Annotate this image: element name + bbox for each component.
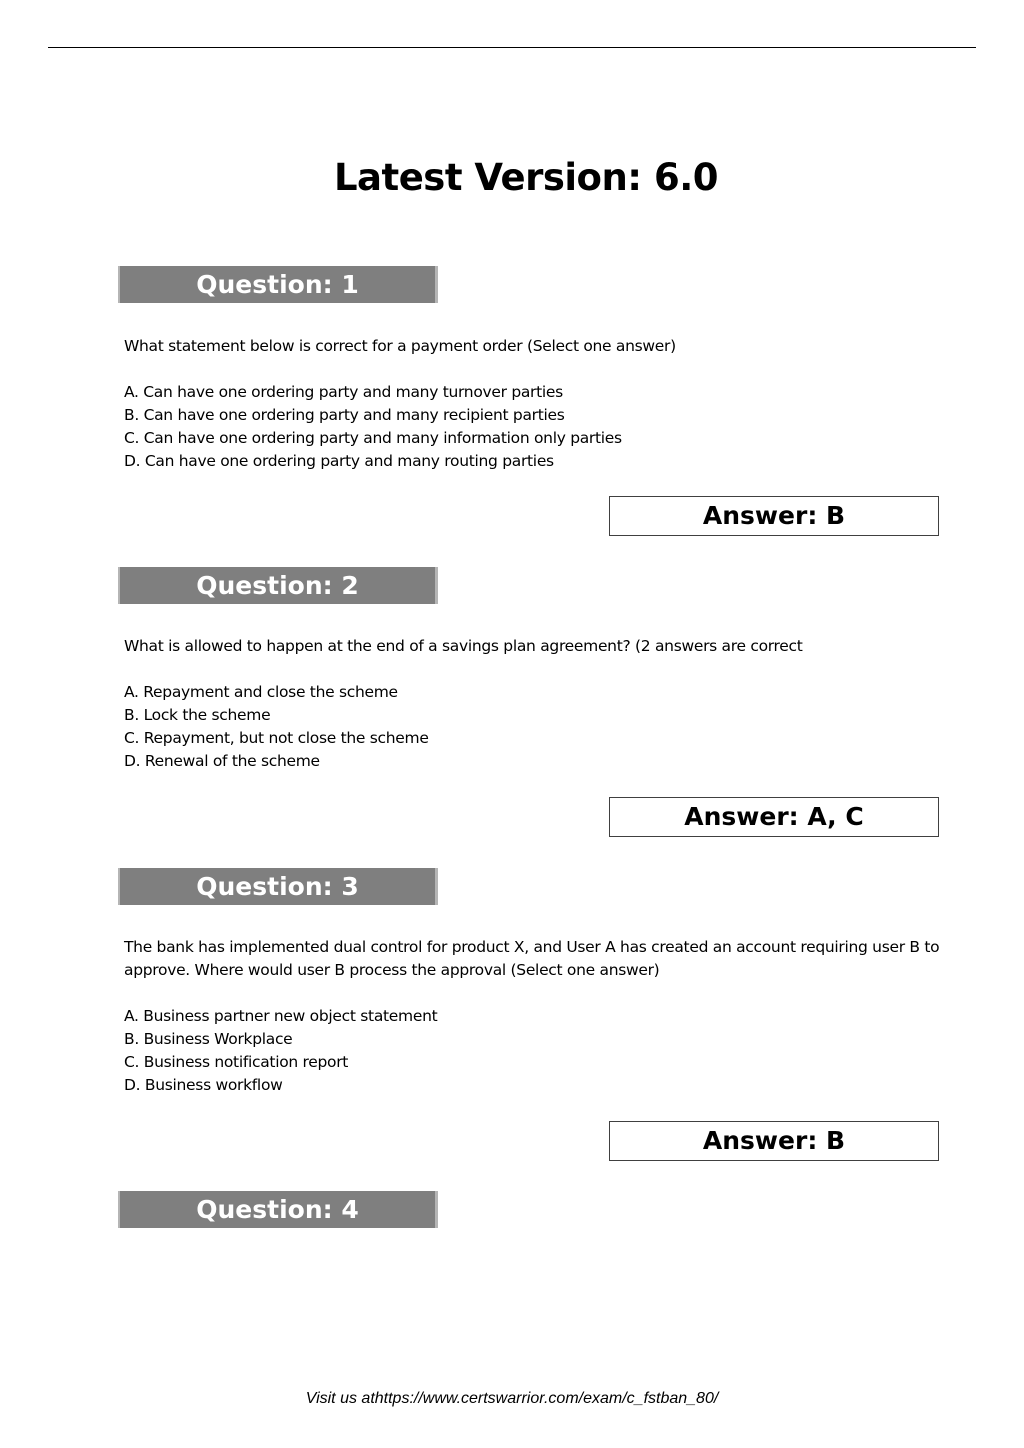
option-c: C. Can have one ordering party and many information only parties <box>124 429 622 447</box>
page-title: Latest Version: 6.0 <box>333 156 719 199</box>
option-a: A. Repayment and close the scheme <box>124 683 398 701</box>
option-d: D. Renewal of the scheme <box>124 752 320 770</box>
answer-options <box>124 381 954 473</box>
answer-box: Answer: A, C <box>609 797 939 837</box>
option-d: D. Business workflow <box>124 1076 283 1094</box>
question-header: Question: 3 <box>118 868 438 905</box>
option-a: A. Can have one ordering party and many turnover parties <box>124 383 563 401</box>
option-c: C. Business notification report <box>124 1053 349 1071</box>
question-header: Question: 2 <box>118 567 438 604</box>
answer-box: Answer: B <box>609 496 939 536</box>
top-rule <box>48 47 976 48</box>
option-b: B. Business Workplace <box>124 1030 293 1048</box>
option-c: C. Repayment, but not close the scheme <box>124 729 429 747</box>
question-body <box>124 635 954 773</box>
question-stem: The bank has implemented dual control for product X, and User A has created an account requiring user B to approve. Where would user B process the approval (Select one answer) <box>124 938 940 979</box>
question-body <box>124 936 954 1097</box>
option-b: B. Can have one ordering party and many recipient parties <box>124 406 565 424</box>
question-body <box>124 335 954 473</box>
footer-link-text: Visit us athttps://www.certswarrior.com/exam/c_fstban_80/ <box>305 1390 719 1407</box>
question-stem: What is allowed to happen at the end of a savings plan agreement? (2 answers are correct <box>124 637 803 655</box>
answer-options <box>124 1005 954 1097</box>
answer-options <box>124 681 954 773</box>
option-d: D. Can have one ordering party and many routing parties <box>124 452 554 470</box>
question-header: Question: 1 <box>118 266 438 303</box>
question-stem: What statement below is correct for a payment order (Select one answer) <box>124 337 676 355</box>
answer-box: Answer: B <box>609 1121 939 1161</box>
question-header: Question: 4 <box>118 1191 438 1228</box>
option-a: A. Business partner new object statement <box>124 1007 438 1025</box>
option-b: B. Lock the scheme <box>124 706 271 724</box>
